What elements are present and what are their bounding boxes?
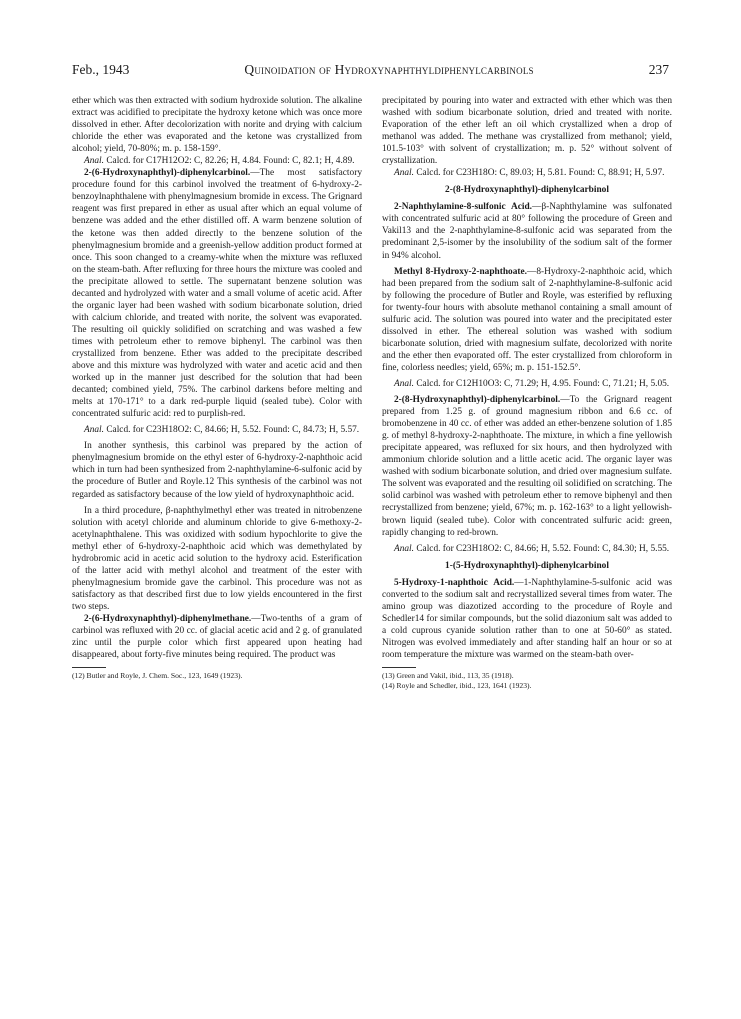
analysis-paragraph: [382, 378, 672, 390]
section-paragraph: [382, 577, 672, 661]
analysis-paragraph: [382, 167, 672, 179]
analysis-text: Calcd. for C23H18O: C, 89.03; H, 5.81. Found: C, 88.91; H, 5.97.: [416, 168, 665, 179]
paragraph: precipitated by pouring into water and extracted with ether which was then washed with sodium bicarbonate solution, dried and treated with norite. Evaporation of the ether left an oil which crystallized when a drop of methanol was added. The methane was crystallized from methanol; yield, 101.5-103° with solvent of crystallization; m. p. 52° without solvent of crystallization.: [382, 96, 672, 167]
analysis-text: Calcd. for C17H12O2: C, 82.26; H, 4.84. Found: C, 82.1; H, 4.89.: [106, 156, 355, 167]
footnote-rule: [382, 667, 416, 668]
section-paragraph: [72, 167, 362, 420]
footnote-12: (12) Butler and Royle, J. Chem. Soc., 123, 1649 (1923).: [72, 671, 243, 681]
compound-heading: Methyl 8-Hydroxy-2-naphthoate.: [394, 266, 527, 277]
paragraph-text: —1-Naphthylamine-5-sulfonic acid was converted to the sodium salt and recrystallized several times from water. The amino group was diazotized according to the procedure of Royle and Schedler14 for similar compounds, but the solid diazonium salt was added to a cold cuprous cyanide solution rather than to one at 50-60° as stated. Nitrogen was evolved immediately and after standing half an hour or so at room temperature the mixture was warmed on the steam-bath over-: [382, 577, 672, 660]
footnotes: [382, 671, 672, 691]
compound-heading: 5-Hydroxy-1-naphthoic Acid.: [394, 577, 515, 588]
footnote-14: (14) Royle and Schedler, ibid., 123, 1641 (1923).: [382, 680, 532, 690]
footnote-13: (13) Green and Vakil, ibid., 113, 35 (1918).: [382, 670, 514, 680]
anal-label: Anal.: [394, 168, 414, 179]
analysis-text: Calcd. for C23H18O2: C, 84.66; H, 5.52. Found: C, 84.30; H, 5.55.: [416, 543, 670, 554]
analysis-paragraph: [72, 424, 362, 436]
section-paragraph: [382, 201, 672, 261]
right-column: [382, 95, 672, 691]
paragraph-text: —β-Naphthylamine was sulfonated with concentrated sulfuric acid at 80° following the procedure of Green and Vakil13 and the 2-naphthylamine-8-sulfonic acid was separated from the predominant 2,5-isomer by the insolubility of the sodium salt of the former in 94% alcohol.: [382, 202, 672, 261]
compound-heading: 2-(6-Hydroxynaphthyl)-diphenylcarbinol.: [84, 168, 251, 179]
section-paragraph: [382, 394, 672, 539]
analysis-paragraph: [72, 155, 362, 167]
anal-label: Anal.: [84, 425, 104, 436]
anal-label: Anal.: [84, 156, 104, 167]
paragraph-text: —8-Hydroxy-2-naphthoic acid, which had been prepared from the sodium salt of 2-naphthylamine-8-sulfonic acid by following the procedure of Butler and Royle, was esterified by refluxing for twenty-four hours with absolute methanol containing a small amount of sulfuric acid. The solution was poured into water and the precipitated ester dissolved in ether. The ethereal solution was washed with sodium bicarbonate solution, dried with magnesium sulfate, decolorized with norite and the ether then evaporated off. The ester crystallized from chloroform in fine, colorless needles; yield, 65%; m. p. 151-152.5°.: [382, 266, 672, 373]
section-paragraph: [72, 613, 362, 661]
paragraph-text: —The most satisfactory procedure found for this carbinol involved the treatment of 6-hydroxy-2-benzoylnaphthalene with phenylmagnesium bromide in excess. The Grignard reagent was first prepared in ether as usual after which an equal volume of benzene was added and the ether distilled off. A warm benzene solution of the ketone was then added directly to the benzene solution of the phenylmagnesium bromide and a greenish-yellow addition product formed at once. This soon changed to a creamy-white when the mixture was refluxed on the steam-bath. After refluxing for three hours the mixture was cooled and the precipitate allowed to settle. The supernatant benzene solution was decanted and hydrolyzed with water and a small volume of acetic acid. After the organic layer had been washed with sodium bicarbonate solution, dried with calcium chloride, and treated with norite, the solvent was evaporated. The resulting oil quickly solidified on scratching and was washed a few times with petroleum ether to remove biphenyl. The carbinol was then crystallized from benzene. Ether was added to the precipitate described above and this mixture was hydrolyzed with water and acetic acid and then worked up in the manner just described for the solution that had been decanted; combined yield, 75%. The carbinol darkens before melting and melts at 170-171° to a dark red-purple liquid (sealed tube). Color with concentrated sulfuric acid: red to purplish-red.: [72, 168, 362, 420]
paragraph: In another synthesis, this carbinol was prepared by the action of phenylmagnesium bromide on the ethyl ester of 6-hydroxy-2-naphthoic acid which in turn had been synthesized from 2-naphthylamine-6-sulfonic acid by the procedure of Butler and Royle.12 This synthesis of the carbinol was not regarded as satisfactory because of the low yield of hydroxynaphthoic acid.: [72, 441, 362, 500]
paragraph: In a third procedure, β-naphthylmethyl ether was treated in nitrobenzene solution with acetyl chloride and aluminum chloride to give 6-methoxy-2-acetylnaphthalene. This was oxidized with sodium hypochlorite to give the methyl ether of 6-hydroxy-2-naphthoic acid which was demethylated by hydrobromic acid in acetic acid solution to the hydroxy acid. Esterification of the latter acid with methyl alcohol and treatment of the ester with phenylmagnesium bromide gave the carbinol. This procedure was not as satisfactory as that described first due to low yields encountered in the first two steps.: [72, 505, 362, 612]
footnote-rule: [72, 667, 106, 668]
compound-heading: 2-Naphthylamine-8-sulfonic Acid.: [394, 202, 532, 213]
running-head: [72, 62, 669, 82]
compound-heading: 2-(8-Hydroxynaphthyl)-diphenylcarbinol.: [394, 395, 561, 406]
issue-date: Feb., 1943: [72, 62, 130, 77]
analysis-text: Calcd. for C12H10O3: C, 71.29; H, 4.95. Found: C, 71.21; H, 5.05.: [416, 378, 670, 389]
compound-heading: 2-(6-Hydroxynaphthyl)-diphenylmethane.: [84, 613, 252, 624]
page-number: 237: [648, 62, 669, 77]
paragraph: ether which was then extracted with sodium hydroxide solution. The alkaline extract was acidified to precipitate the hydroxy ketone which was once more dissolved in ether. After decolorization with norite and drying with calcium chloride the ether was evaporated and the ketone was crystallized from alcohol; yield, 70-80%; m. p. 158-159°.: [72, 96, 362, 155]
section-heading: 2-(8-Hydroxynaphthyl)-diphenylcarbinol: [445, 185, 609, 196]
section-paragraph: [382, 266, 672, 374]
left-column: [72, 95, 362, 681]
paragraph-text: —To the Grignard reagent prepared from 1.25 g. of ground magnesium ribbon and 6.6 cc. of bromobenzene in 40 cc. of ether was added an ether-benzene solution of 1.85 g. of methyl 8-hydroxy-2-naphthoate. The mixture, in which a fine yellowish precipitate appeared, was refluxed for six hours, and then hydrolyzed with ammonium chloride solution and a little acetic acid. The organic layer was washed with sodium bicarbonate solution, and dried over magnesium sulfate. The solvent was evaporated and the resulting oil solidified on scratching. The solid carbinol was washed with petroleum ether to remove biphenyl and then recrystallized from benzene; yield, 67%; m. p. 162-163° to a light yellowish-brown liquid (sealed tube). Color with concentrated sulfuric acid: green, rapidly changing to red-brown.: [382, 395, 672, 538]
anal-label: Anal.: [394, 543, 414, 554]
footnotes: [72, 671, 362, 681]
anal-label: Anal.: [394, 378, 414, 389]
analysis-paragraph: [382, 543, 672, 555]
section-heading: 1-(5-Hydroxynaphthyl)-diphenylcarbinol: [445, 560, 609, 571]
running-title: Quinoidation of Hydroxynaphthyldiphenylcarbinols: [244, 62, 534, 77]
analysis-text: Calcd. for C23H18O2: C, 84.66; H, 5.52. Found: C, 84.73; H, 5.57.: [106, 425, 360, 436]
paragraph-text: —Two-tenths of a gram of carbinol was refluxed with 20 cc. of glacial acetic acid and 2 g. of granulated zinc until the purple color which first appeared upon heating had disappeared, about forty-five minutes being required. The product was: [72, 613, 362, 661]
